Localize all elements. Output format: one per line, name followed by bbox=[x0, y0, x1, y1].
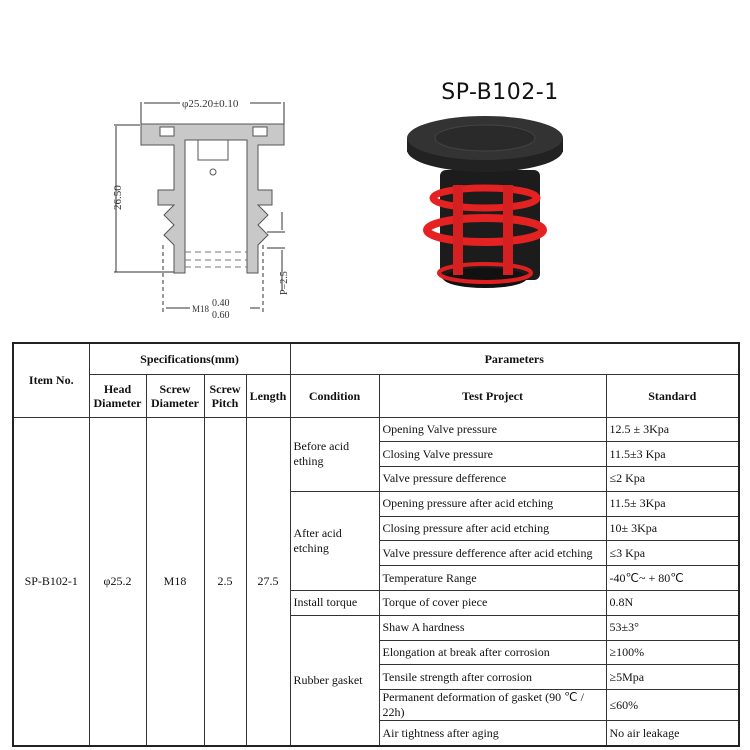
standard-cell: ≥5Mpa bbox=[606, 665, 739, 690]
test-cell: Air tightness after aging bbox=[379, 721, 606, 746]
standard-cell: 0.8N bbox=[606, 591, 739, 616]
thread-label: M18 bbox=[192, 304, 210, 314]
standard-cell: 53±3° bbox=[606, 615, 739, 640]
test-cell: Closing pressure after acid etching bbox=[379, 516, 606, 541]
test-cell: Permanent deformation of gasket (90 ℃ / 22h) bbox=[379, 690, 606, 721]
standard-cell: -40℃~ + 80℃ bbox=[606, 566, 739, 591]
head-diameter: φ25.2 bbox=[89, 417, 146, 746]
test-cell: Opening Valve pressure bbox=[379, 417, 606, 442]
header-head-diameter: Head Diameter bbox=[89, 374, 146, 417]
diameter-label: φ25.20±0.10 bbox=[182, 98, 239, 110]
product-title: SP-B102-1 bbox=[441, 80, 559, 105]
standard-cell: 10± 3Kpa bbox=[606, 516, 739, 541]
test-cell: Shaw A hardness bbox=[379, 615, 606, 640]
condition-cell: Install torque bbox=[290, 591, 379, 616]
condition-cell: Before acid ething bbox=[290, 417, 379, 491]
test-cell: Temperature Range bbox=[379, 566, 606, 591]
test-cell: Opening pressure after acid etching bbox=[379, 491, 606, 516]
test-cell: Elongation at break after corrosion bbox=[379, 640, 606, 665]
header-screw-diameter: Screw Diameter bbox=[146, 374, 204, 417]
standard-cell: ≤60% bbox=[606, 690, 739, 721]
standard-cell: 11.5±3 Kpa bbox=[606, 442, 739, 467]
standard-cell: 12.5 ± 3Kpa bbox=[606, 417, 739, 442]
tolerance-upper: 0.40 bbox=[212, 298, 230, 309]
header-test-project: Test Project bbox=[379, 374, 606, 417]
test-cell: Valve pressure defference bbox=[379, 467, 606, 492]
header-condition: Condition bbox=[290, 374, 379, 417]
standard-cell: ≤3 Kpa bbox=[606, 541, 739, 566]
length: 27.5 bbox=[246, 417, 290, 746]
condition-cell: Rubber gasket bbox=[290, 615, 379, 746]
standard-cell: 11.5± 3Kpa bbox=[606, 491, 739, 516]
tolerance-lower: 0.60 bbox=[212, 310, 230, 320]
standard-cell: ≥100% bbox=[606, 640, 739, 665]
standard-cell: ≤2 Kpa bbox=[606, 467, 739, 492]
header-parameters: Parameters bbox=[290, 343, 739, 374]
standard-cell: No air leakage bbox=[606, 721, 739, 746]
screw-diameter: M18 bbox=[146, 417, 204, 746]
test-cell: Torque of cover piece bbox=[379, 591, 606, 616]
header-specifications: Specifications(mm) bbox=[89, 343, 290, 374]
screw-pitch: 2.5 bbox=[204, 417, 246, 746]
specifications-table bbox=[12, 342, 740, 747]
product-image bbox=[395, 110, 575, 295]
test-cell: Tensile strength after corrosion bbox=[379, 665, 606, 690]
test-cell: Valve pressure defference after acid etching bbox=[379, 541, 606, 566]
test-cell: Closing Valve pressure bbox=[379, 442, 606, 467]
pitch-label: P=2.5 bbox=[279, 271, 290, 295]
item-no: SP-B102-1 bbox=[13, 417, 89, 746]
height-label: 26.50 bbox=[112, 185, 124, 210]
header-item-no: Item No. bbox=[13, 343, 89, 417]
technical-drawing bbox=[100, 80, 320, 320]
condition-cell: After acid etching bbox=[290, 491, 379, 590]
header-screw-pitch: Screw Pitch bbox=[204, 374, 246, 417]
header-standard: Standard bbox=[606, 374, 739, 417]
header-length: Length bbox=[246, 374, 290, 417]
